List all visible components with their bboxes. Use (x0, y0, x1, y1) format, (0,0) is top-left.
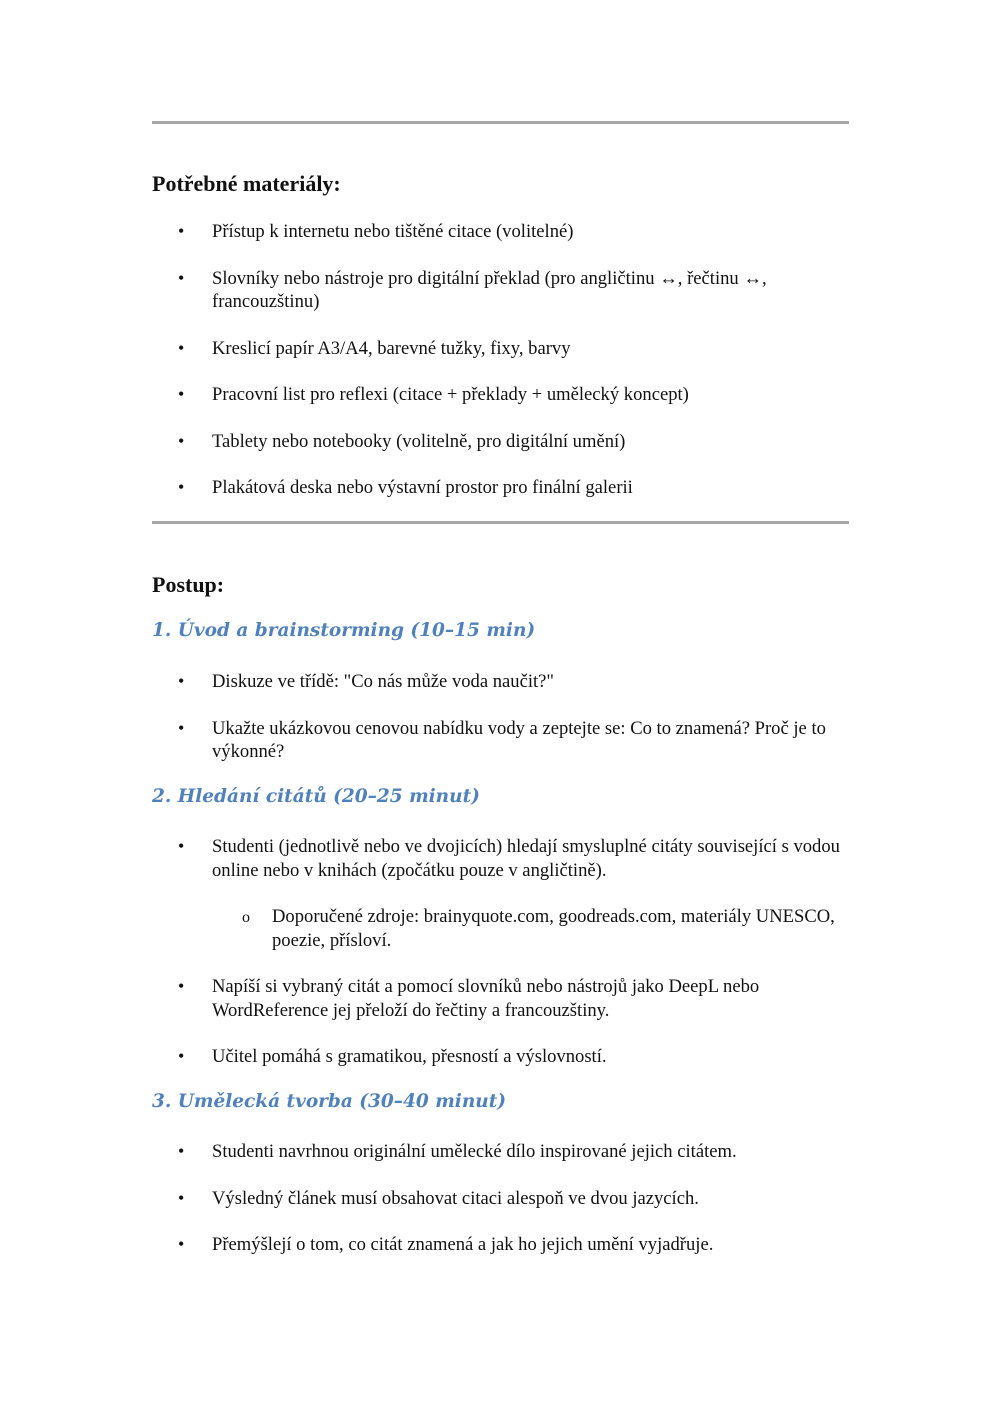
sub-list (212, 905, 849, 952)
bullet-icon: • (178, 267, 185, 288)
list-item-text: Výsledný článek musí obsahovat citaci alespoň ve dvou jazycích. (212, 1187, 699, 1209)
list-item (152, 383, 849, 407)
list-item (152, 430, 849, 454)
bullet-icon: • (178, 1141, 185, 1161)
list-item (152, 670, 849, 694)
list-item-text: Učitel pomáhá s gramatikou, přesností a výslovností. (212, 1046, 607, 1067)
step-1-list (152, 670, 849, 764)
list-item-text: Studenti (jednotlivě nebo ve dvojicích) hledají smysluplné citáty související s vodou online nebo v knihách (zpočátku pouze v angličtině). (212, 836, 840, 881)
bullet-icon: • (178, 477, 185, 497)
circle-bullet-icon: o (242, 909, 250, 926)
list-item (152, 1187, 849, 1211)
bullet-icon: • (178, 1234, 185, 1254)
list-item (152, 1045, 849, 1069)
sub-list-item-text: Doporučené zdroje: brainyquote.com, goodreads.com, materiály UNESCO, poezie, přísloví. (272, 906, 835, 951)
list-item-text: Kreslicí papír A3/A4, barevné tužky, fixy, barvy (212, 337, 571, 359)
bullet-icon: • (178, 221, 185, 241)
list-item-text: Přemýšlejí o tom, co citát znamená a jak ho jejich umění vyjadřuje. (212, 1234, 714, 1255)
list-item (152, 267, 849, 314)
step-2-list (152, 835, 849, 1069)
materials-list (152, 220, 849, 500)
bullet-icon: • (178, 337, 185, 358)
list-item-text: Studenti navrhnou originální umělecké dílo inspirované jejich citátem. (212, 1141, 737, 1162)
list-item-text: Přístup k internetu nebo tištěné citace (volitelné) (212, 221, 574, 242)
bullet-icon: • (178, 717, 185, 738)
bullet-icon: • (178, 671, 185, 691)
bullet-icon: • (178, 384, 185, 404)
list-item (152, 476, 849, 500)
horizontal-rule-top (152, 121, 849, 124)
step-3-heading: 3. Umělecká tvorba (30–40 minut) (152, 1091, 507, 1112)
list-item (152, 337, 849, 361)
step-2-heading: 2. Hledání citátů (20–25 minut) (152, 786, 480, 807)
list-item-text: Tablety nebo notebooky (volitelně, pro digitální umění) (212, 430, 626, 452)
bullet-icon: • (178, 1187, 185, 1208)
materials-heading: Potřebné materiály: (152, 171, 341, 196)
list-item (152, 1140, 849, 1164)
list-item (152, 835, 849, 952)
bullet-icon: • (178, 976, 185, 996)
list-item-text: Napíší si vybraný citát a pomocí slovníků nebo nástrojů jako DeepL nebo WordReference jej přeloží do řečtiny a francouzštiny. (212, 976, 760, 1021)
sub-list-item (212, 905, 849, 952)
bullet-icon: • (178, 430, 185, 451)
list-item-text: Plakátová deska nebo výstavní prostor pro finální galerii (212, 477, 633, 498)
list-item-text: Diskuze ve třídě: "Co nás může voda naučit?" (212, 671, 555, 692)
horizontal-rule-middle (152, 521, 849, 524)
list-item-text: Slovníky nebo nástroje pro digitální překlad (pro angličtinu ↔, řečtinu ↔, francouzštinu) (212, 267, 767, 312)
list-item-text: Ukažte ukázkovou cenovou nabídku vody a zeptejte se: Co to znamená? Proč je to výkonné? (212, 717, 826, 762)
procedure-heading: Postup: (152, 572, 225, 597)
step-3-list (152, 1140, 849, 1257)
list-item-text: Pracovní list pro reflexi (citace + překlady + umělecký koncept) (212, 384, 689, 405)
step-1-heading: 1. Úvod a brainstorming (10–15 min) (152, 620, 536, 641)
bullet-icon: • (178, 1046, 185, 1066)
list-item (152, 717, 849, 764)
list-item (152, 220, 849, 244)
list-item (152, 1233, 849, 1257)
bullet-icon: • (178, 836, 185, 856)
list-item (152, 975, 849, 1022)
